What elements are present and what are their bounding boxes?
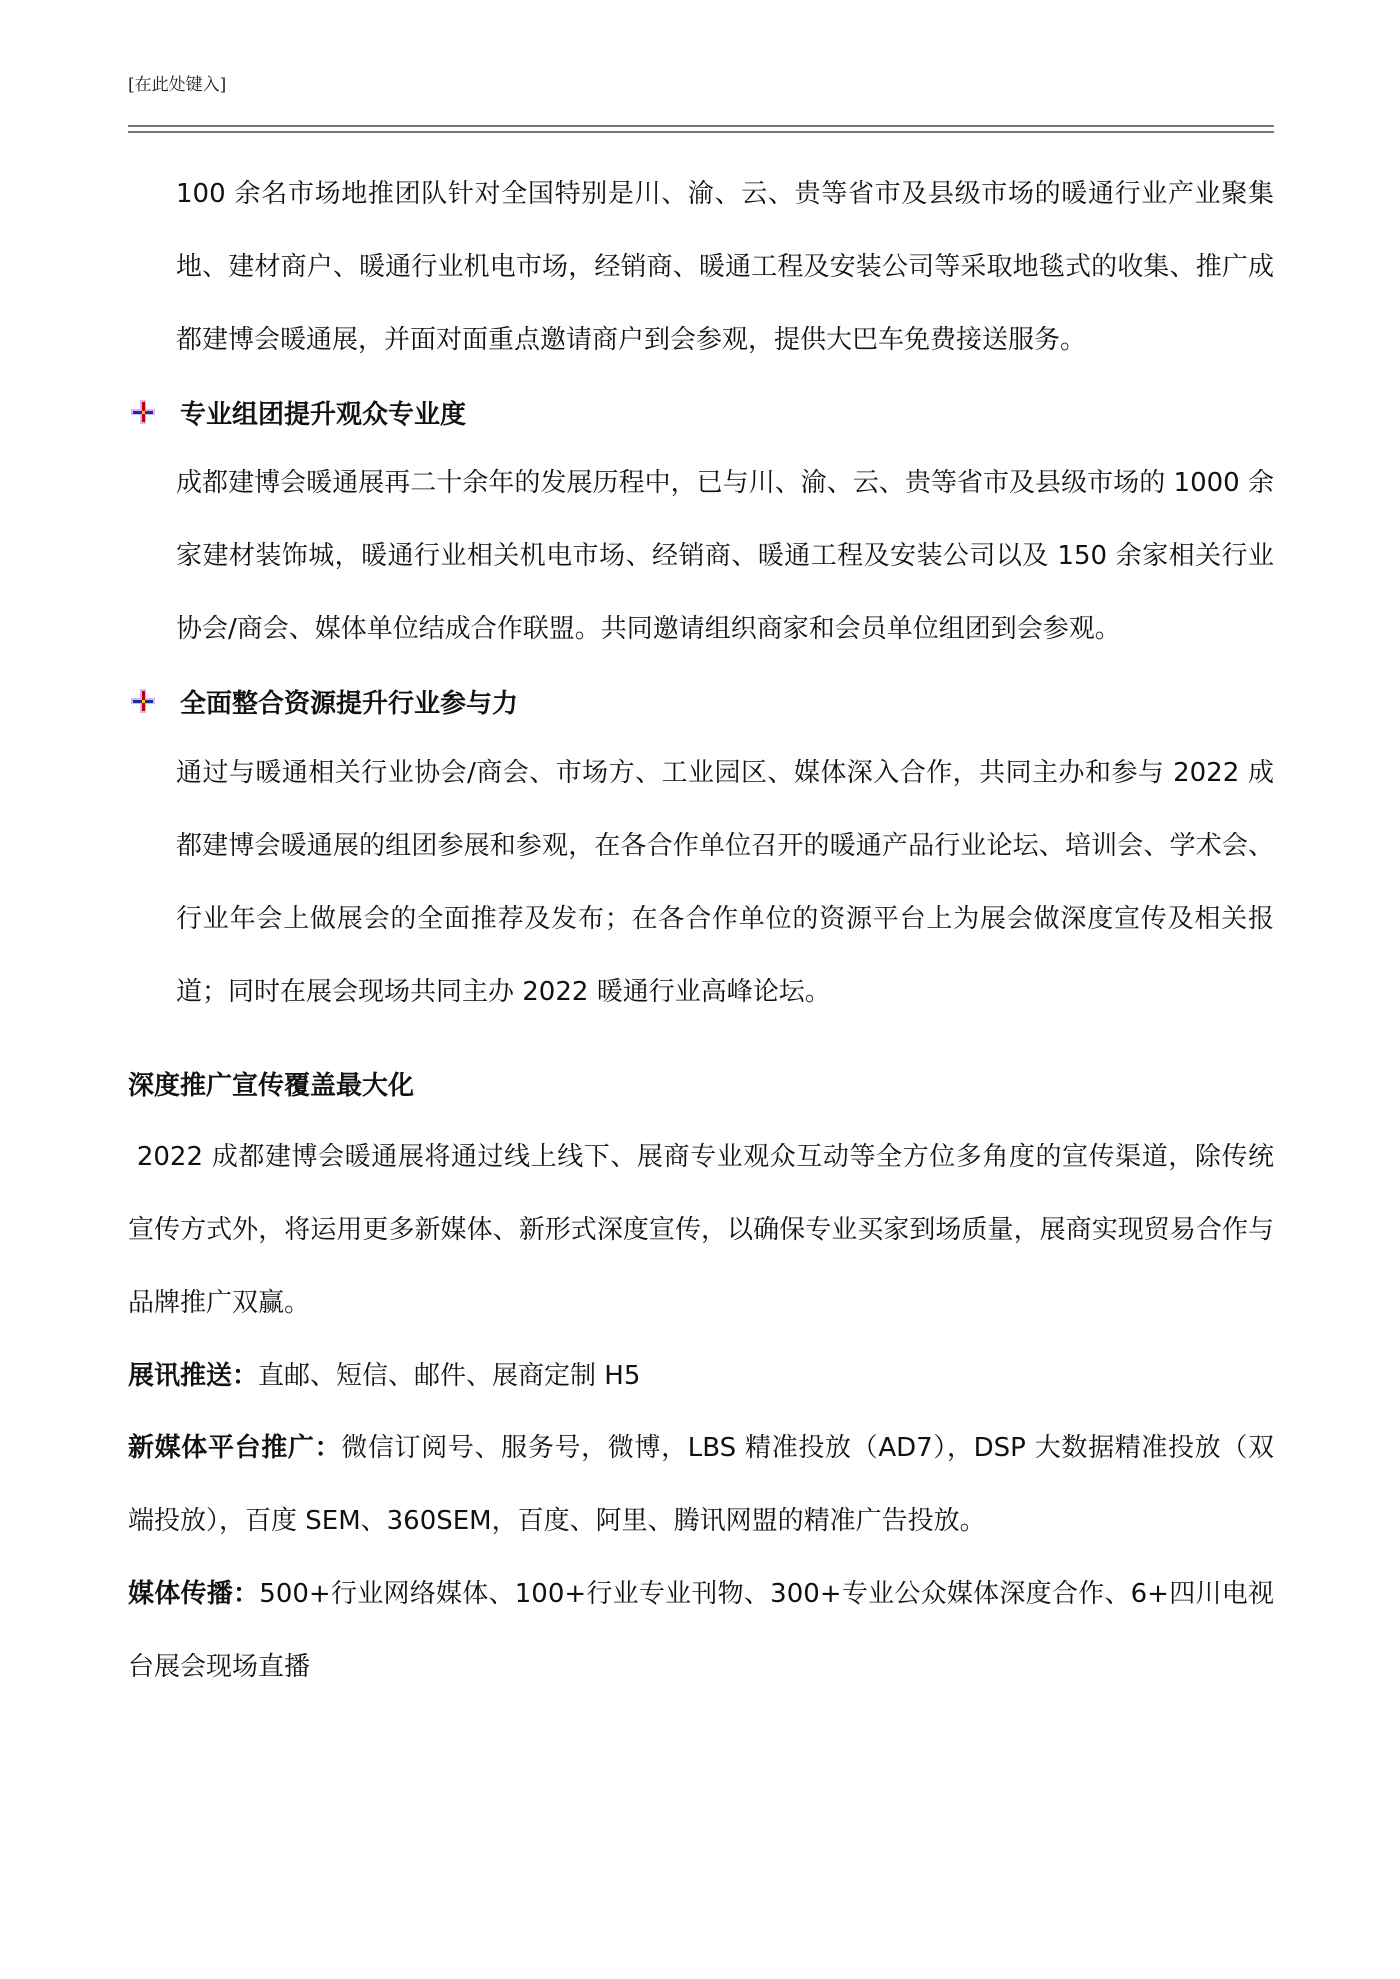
- bullet-heading-1: [128, 392, 466, 432]
- promo-item-text: 500+行业网络媒体、100+行业专业刊物、300+专业公众媒体深度合作、6+四川电视台展会现场直播: [128, 1579, 1274, 1682]
- promo-intro: 2022 成都建博会暖通展将通过线上线下、展商专业观众互动等全方位多角度的宣传渠道，除传统宣传方式外，将运用更多新媒体、新形式深度宣传，以确保专业买家到场质量，展商实现贸易合作与品牌推广双赢。: [128, 1142, 1275, 1318]
- bullet-title: 专业组团提升观众专业度: [180, 399, 467, 430]
- promo-item-label: 展讯推送：: [128, 1361, 259, 1391]
- promo-item-3: [128, 1558, 1274, 1704]
- intro-paragraph: 100 余名市场地推团队针对全国特别是川、渝、云、贵等省市及县级市场的暖通行业产业聚集地、建材商户、暖通行业机电市场，经销商、暖通工程及安装公司等采取地毯式的收集、推广成都建博会暖通展，并面对面重点邀请商户到会参观，提供大巴车免费接送服务。: [176, 179, 1274, 355]
- promo-item-label: 新媒体平台推广：: [128, 1433, 342, 1463]
- sparkle-cross-icon: [128, 397, 158, 427]
- bullet-text-2: 通过与暖通相关行业协会/商会、市场方、工业园区、媒体深入合作，共同主办和参与 2022 成都建博会暖通展的组团参展和参观，在各合作单位召开的暖通产品行业论坛、培训会、学术会、行业年会上做展会的全面推荐及发布；在各合作单位的资源平台上为展会做深度宣传及相关报道；同时在展会现场共同主办 2022 暖通行业高峰论坛。: [176, 758, 1274, 1007]
- bullet-text-1: 成都建博会暖通展再二十余年的发展历程中，已与川、渝、云、贵等省市及县级市场的 1000 余家建材装饰城，暖通行业相关机电市场、经销商、暖通工程及安装公司以及 150 余家相关行业协会/商会、媒体单位结成合作联盟。共同邀请组织商家和会员单位组团到会参观。: [176, 468, 1274, 644]
- header-placeholder: [在此处键入]: [128, 75, 227, 95]
- header-rule-top: [128, 125, 1274, 127]
- sparkle-cross-icon: [128, 686, 158, 716]
- promo-item-text: 微信订阅号、服务号，微博，LBS 精准投放（AD7），DSP 大数据精准投放（双端投放），百度 SEM、360SEM，百度、阿里、腾讯网盟的精准广告投放。: [128, 1433, 1274, 1536]
- promo-item-text: 直邮、短信、邮件、展商定制 H5: [258, 1361, 641, 1391]
- promo-item-1: [128, 1340, 1274, 1413]
- promo-heading: 深度推广宣传覆盖最大化: [128, 1071, 415, 1101]
- header-rule-bottom: [128, 131, 1274, 133]
- promo-item-2: [128, 1412, 1274, 1558]
- bullet-title: 全面整合资源提升行业参与力: [180, 688, 519, 719]
- bullet-heading-2: [128, 681, 518, 721]
- promo-item-label: 媒体传播：: [128, 1579, 260, 1609]
